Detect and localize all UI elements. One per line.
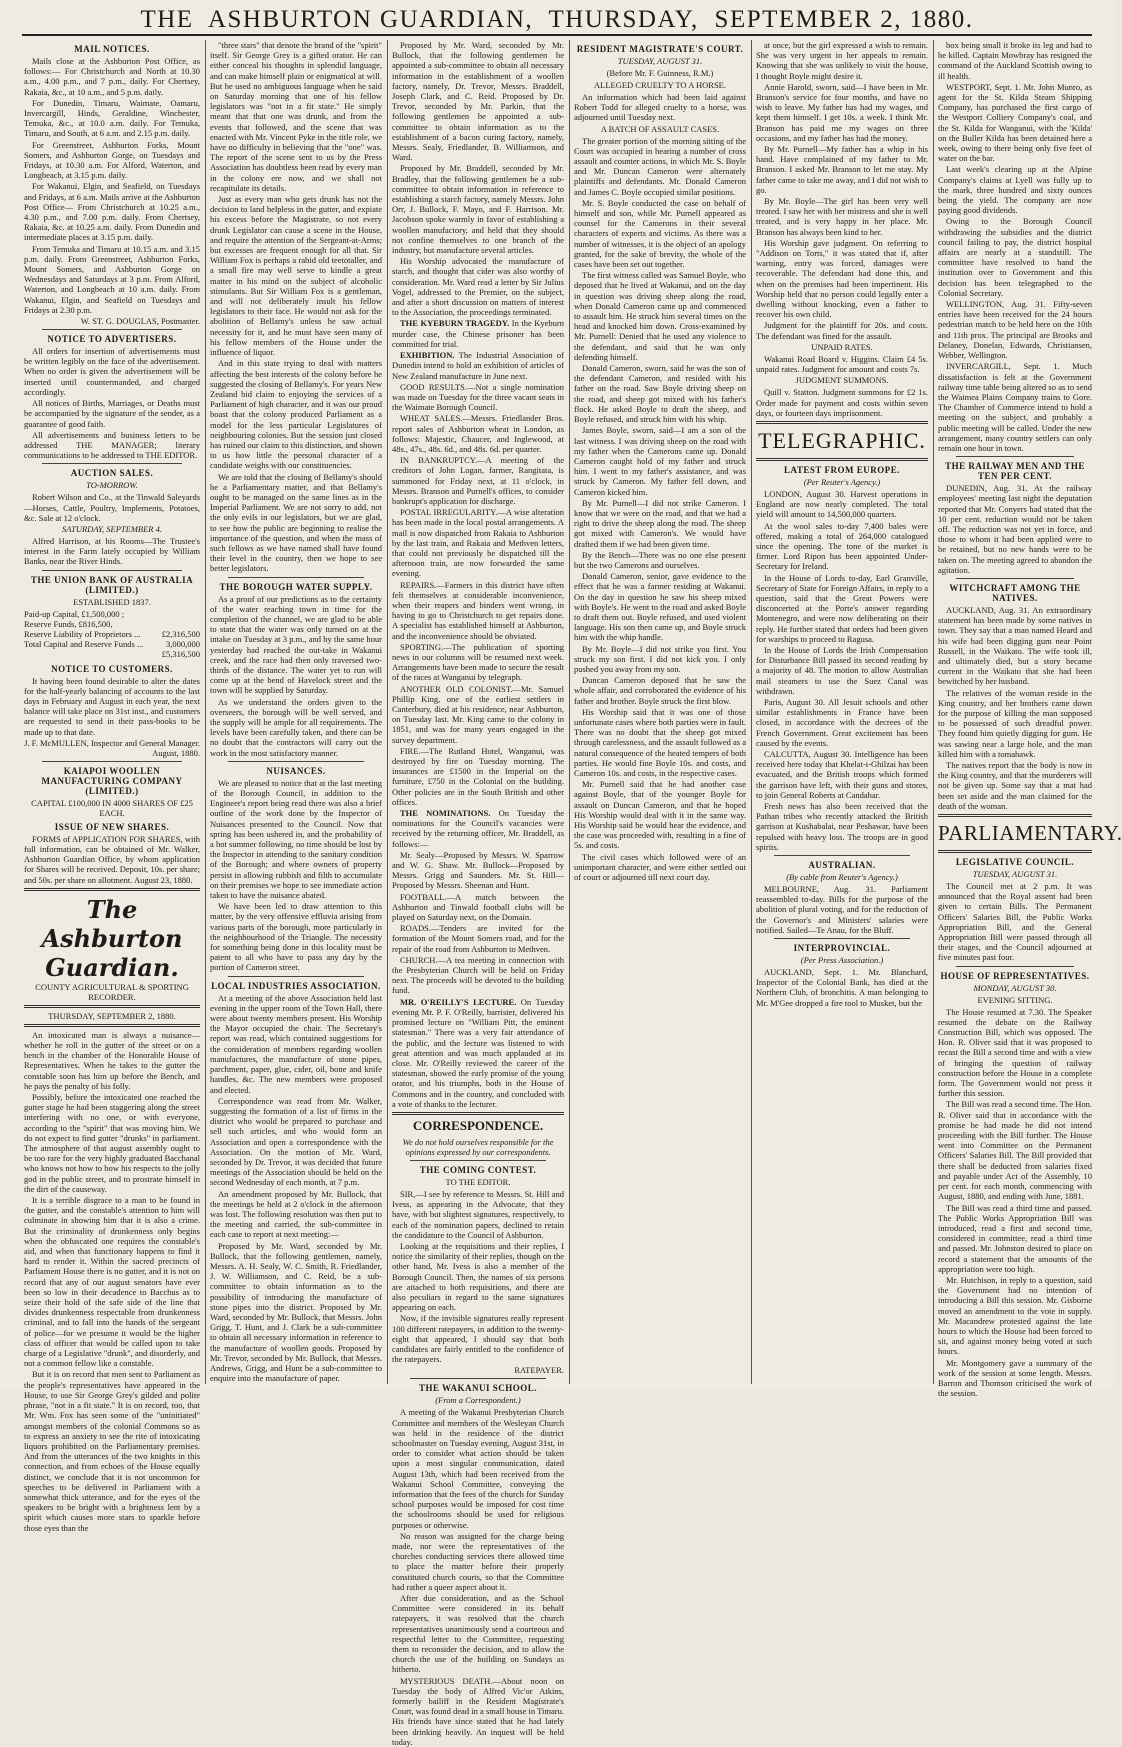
interprovincial-heading: INTERPROVINCIAL. — [793, 943, 891, 954]
editorial-text: We are told that the closing of Bellamy's should be a Parliamentary matter, and that Bellamy's ought to be managed on the same lines as in the Imperial Parliament. We are not sorry to add, not the only evils in our legislators, but we are glad, to see how the public are beginning to realise the importance of the question, and when the mass of such fellows as we have named shall have found their level in the country, then we hope to see better legislators. — [210, 471, 382, 574]
divider — [42, 761, 182, 762]
witchcraft-text: The natives report that the body is now in the King country, and that the murderers will not be given up. Some say that a mat had been set aside and the man claimed for the death of the woman. — [938, 760, 1092, 811]
to-the-editor: TO THE EDITOR. — [445, 1176, 511, 1187]
letter-signature: RATEPAYER. — [514, 1365, 564, 1376]
editorial-text: Possibly, before the intoxicated one reached the gutter stage he had been staggering along the street interfering with no one, or with everyone, according to the "spirit" that was moving him. We do not expect to find gutter "drunks" in parliament. The atmosphere of that august assembly ought to be too rare for the very highly graduated Bacchanal who knows not how to bow his respects to the jolly god in the public street, and to prostrate himself in the dirt of the causeway. — [24, 1092, 200, 1194]
divider — [24, 1005, 200, 1008]
divider — [24, 1024, 200, 1027]
table-cell — [157, 609, 200, 619]
kaiapoi-capital: CAPITAL £100,000 IN 4000 SHARES OF £25 EACH. — [31, 797, 193, 818]
telegram-text: CALCUTTA, August 30. Intelligence has been received here today that Khelat-i-Ghilzai has been evacuated, and the British troops which formed the garrison have left, with their guns and stores, to join General Roberts at Candahar. — [756, 748, 928, 800]
wakanui-school-heading: THE WAKANUI SCHOOL. — [418, 1383, 538, 1394]
divider — [938, 814, 1092, 817]
borough-water-text: As we understand the orders given to the overseers, the borough will be well served, and the supply will be ample for all requirements. The levels have been carefully taken, and there can be no doubt that the contractors will carry out the work in the most satisfactory manner. — [210, 696, 382, 758]
table-cell: £2,316,500 — [161, 628, 200, 639]
column-rule — [387, 40, 388, 1384]
court-text: Mr. Purnell said that he had another case against Boyle, that of the younger Boyle for assault on Duncan Cameron, and that he hoped His Worship would deal with it in the same way. His Worship said he would hear the evidence, and the case was proceeded with, resulting in a fine of 5s. and costs. — [574, 779, 746, 851]
wakanui-school-source: (From a Correspondent.) — [435, 1395, 521, 1406]
local-industries-text: Proposed by Mr. Ward, seconded by Mr. Bullock, that the following gentlemen, namely, Messrs. A. H. Sealy, W. C. Smith, R. Friedlander, J. W. Williamson, and C. Reid, be a sub-committee to obtain information as to the possibility of introducing the manufacture of stone pipes into the district. Proposed by Mr. Ward, seconded by Mr. Bullock, that Messrs. John Grigg, T. Hunt, and J. Clark be a sub-committee to obtain all necessary information in reference to the manufacture of woollen goods. Proposed by Mr. Trevor, seconded by Mr. Bullock, that Messrs. Andrews, Grigg, and Hunt be a sub-committee to enquire into the manufacture of paper. — [210, 1240, 382, 1384]
advertisers-text: All advertisements and business letters to be addressed THE MANAGER; literary communications to be addressed to THE EDITOR. — [24, 429, 200, 461]
telegram-text: At the wool sales to-day 7,400 bales were offered, making a total of 264,000 catalogued since the opening. The tone of the market is firmer. Lord Ripon has been appointed Under-Secretary for Ireland. — [756, 520, 928, 572]
divider — [410, 1160, 546, 1161]
interprovincial-source: (Per Press Association.) — [800, 955, 884, 966]
divider — [392, 1112, 564, 1115]
correspondence-heading: CORRESPONDENCE. — [412, 1117, 544, 1133]
court-text: James Boyle, sworn, said—I am a son of the last witness. I was driving sheep on the road with my father when the Camerons came up. Donald Cameron caught hold of my father and struck him. I went to my father's assistance, and was struck by Cameron. My father fell down, and Cameron kicked him. — [574, 425, 746, 497]
divider — [756, 421, 928, 424]
divider — [228, 577, 364, 578]
paper-dateline: THURSDAY, SEPTEMBER 2, 1880. — [48, 1010, 176, 1021]
kyeburn-body: In the Kyeburn murder case, the Chinese prisoner has been committed for trial. — [392, 318, 564, 349]
masthead-date: SEPTEMBER 2, 1880. — [714, 6, 974, 33]
table-row — [24, 619, 200, 629]
union-bank-established: ESTABLISHED 1837. — [73, 596, 151, 607]
mail-notice-text: Mails close at the Ashburton Post Office, as follows:— For Christchurch and North at 10.30 a.m., 4.00 p.m., and 7 p.m., daily. For Chertsey, Rakaia, &c., at 10 a.m., and 5 p.m. daily. — [24, 56, 200, 97]
editorial-text: Just as every man who gets drunk has not the decision to land helpless in the gutter, and expiate his excess before the Magistrate, so not every drunk Legislator can cause a scene in the House, and require the attention of the Sergeant-at-Arms; but excesses are frequent enough for all that. Sir William Fox is perhaps a rabid old teetotaller, and a small fire may well serve to kindle a great matter in his mind on the subject of alcoholic stimulants. But Sir William Fox is a gentleman, and will not deliberately insult his fellow legislators to their face. He would not ask for the abolition of Bellamy's unless he saw actual necessity for it, and he must have seen many of his fellow members of the House under the influence of liquor. — [210, 194, 382, 358]
column-3 — [392, 40, 564, 1747]
news-item: POSTAL IRREGULARITY.—A wise alteration has been made in the local postal arrangements. A mail is now dispatched from Rakaia to Ashburton by the last train, and Rakaia and Methven letters, that could not previously be dispatched till the afternoon train, are now forwarded the same evening. — [392, 507, 564, 579]
news-item: IN BANKRUPTCY.—A meeting of the creditors of John Logan, farmer, Rangitata, is summoned for Friday next, at 11 o'clock, in Messrs. Branson and Purnell's offices, to consider bankrupt's application for discharge. — [392, 455, 564, 506]
table-cell: Paid-up Capital, £1,500,000 ; — [24, 608, 125, 619]
judgment-summons-heading: JUDGMENT SUMMONS. — [795, 375, 889, 386]
divider — [228, 976, 364, 977]
wakanui-school-text: MYSTERIOUS DEATH.—About noon on Tuesday the body of Alfred Vic'or Atkins, formerly bailiff in the Resident Magistrate's Court, was found dead in a small house in Timaru. His friends have since stated that he had lately been drinking heavily. An inquest will be held today. — [392, 1675, 564, 1747]
witchcraft-heading: WITCHCRAFT AMONG THE NATIVES. — [949, 582, 1081, 603]
divider — [24, 888, 200, 891]
court-text: His Worship gave judgment. On referring to "Addison on Torts," it was stated that if, after warning, entry was forced, damages were recoverable. The defendant had done this, and when on the premises had been impertinent. His Worship held that no person could legally enter a dwelling without knocking, even a father to recover his own child. — [756, 237, 928, 320]
australian-source: (By cable from Reuter's Agency.) — [786, 872, 898, 883]
court-text: His Worship said that it was one of those unfortunate cases where both parties were in fault. There was no doubt that the sheep got mixed through carelessness, and the assault followed as a natural consequence of the heated tempers of both parties. He would fine Boyle 10s. and costs, and Cameron 10s. and costs, in the respective cases. — [574, 706, 746, 778]
auction-sales-heading: AUCTION SALES. — [70, 468, 154, 479]
letter-text: SIR,—I see by reference to Messrs. St. Hill and Ivess, as appearing in the Advocate, that they have, with but slightest signatures, respectively, to each of the nomination papers, declined to retain the candidature to the Council of Ashburton. — [392, 1188, 564, 1240]
mail-notice-text: From Temuka and Timaru at 10.15 a.m. and 3.15 p.m. daily. From Greenstreet, Ashburton Forks, Mount Somers, and Ashburton Gorge on Wednesdays and Saturdays at 3 p.m. From Alford, Waterton, and Longbeach at 10 a.m. daily. From Wakanui, Elgin, and Seafield on Tuesdays and Fridays at 2.30 p.m. — [24, 243, 200, 315]
court-magistrate: (Before Mr. F. Guinness, R.M.) — [606, 68, 714, 78]
postmaster-signature: W. ST. G. DOUGLAS, Postmaster. — [80, 316, 200, 327]
court-heading: RESIDENT MAGISTRATE'S COURT. — [576, 44, 744, 54]
interprovincial-text: box being small it broke its leg and had to be killed. Captain Mowbray has resigned the command of the Auckland Scottish owing to ill health. — [938, 40, 1092, 81]
auction-text: Alfred Harrison, at his Rooms—The Trustee's interest in the Farm lately occupied by William Banks, near the River Hinds. — [24, 535, 200, 567]
column-rule — [933, 40, 934, 1384]
australian-text: MELBOURNE, Aug. 31. Parliament reassembled to-day. Bills for the purpose of the abolition of plural voting, and for the reduction of the Governor's and Ministers' salaries were notified. Sailed—Te Anau, for the Bluff. — [756, 884, 928, 935]
table-row — [24, 609, 200, 619]
nuisances-heading: NUISANCES. — [266, 765, 326, 776]
advertisers-heading: NOTICE TO ADVERTISERS. — [47, 334, 177, 345]
telegram-text: Paris, August 30. All Jesuit schools and other similar establishments in France have been closed, in accordance with the decrees of the French Government. Great excitement has been caused by the events. — [756, 696, 928, 748]
union-bank-heading: THE UNION BANK OF AUSTRALIA (LIMITED.) — [30, 574, 194, 595]
divider — [956, 578, 1074, 579]
lecture-text — [392, 997, 564, 1109]
advertisers-text: All orders for insertion of advertisements must be written legibly on the face of the advertisement. When no order is given the advertisement will be inserted until countermanded, and charged accordingly. — [24, 346, 200, 397]
mail-notice-text: For Greenstreet, Ashburton Forks, Mount Somers, and Ashburton Gorge, on Tuesdays and Fridays, at 10.30 a.m. For Alford, Waterton, and Longbeach, at 3.15 p.m. daily. — [24, 139, 200, 181]
masthead-rule — [22, 34, 1092, 36]
local-industries-text: Proposed by Mr. Braddell, seconded by Mr. Bradley, that the following gentlemen be a sub-committee to obtain information in reference to establishing a starch factory, namely Messrs. John Orr, J. Bullock, F. Mayo, and F. Harrison. Mr. Jacobson spoke warmly in favor of establishing a woollen manufactory, and held that they should not confine themselves to one branch of the industry, but manufacture several articles. — [392, 163, 564, 256]
local-industries-text: Correspondence was read from Mr. Walker, suggesting the formation of a list of firms in the district who would be prepared to purchase and sell such articles, and who would form an Association and open a correspondence with the Association. On the motion of Mr. Ward, seconded by Dr. Trevor, it was decided that future meetings of the Association should be held on the second Wednesday of each month, at 7 p.m. — [210, 1095, 382, 1188]
letter-text: Now, if the invisible signatures really represent 100 different ratepayers, in addition to the twenty-eight that appeared, I should say that both candidates are fairly entitled to the confidence of the ratepayers. — [392, 1313, 564, 1365]
house-reps-text: The House resumed at 7.30. The Speaker resumed the debate on the Railway Construction Bill, which was opposed. The Hon. R. Oliver said that it was proposed to recast the Bill a second time and with a view of bringing the question of railway construction before the House in a complete form. The Government would not press it further this session. — [938, 1006, 1092, 1099]
exhibition-text — [392, 350, 564, 381]
court-text: Judgment for the plaintiff for 20s. and costs. The defendant was fined for the assault. — [756, 320, 928, 341]
masthead — [0, 6, 1114, 34]
legislative-council-heading: LEGISLATIVE COUNCIL. — [955, 857, 1075, 868]
divider — [42, 329, 182, 330]
house-reps-heading: HOUSE OF REPRESENTATIVES. — [940, 970, 1090, 981]
news-item: WHEAT SALES.—Messrs. Friedlander Bros. report sales of Ashburton wheat in London, as follows: Majestic, Chaucer, and Inglewood, at 48s., 47s., 48s. 6d., and 48s. 6d. per quarter. — [392, 413, 564, 454]
news-item: CHURCH.—A tea meeting in connection with the Presbyterian Church will be held on Friday next. The proceeds will be devoted to the building fund. — [392, 954, 564, 996]
local-industries-text: Proposed by Mr. Ward, seconded by Mr. Bullock, that the following gentlemen be appointed a sub-committee to obtain all necessary information in the establishment of a woollen factory, namely, Dr. Trevor, Messrs. Braddell, Joseph Clark, and C. Reid. Proposed by Dr. Trevor, seconded by Mr. Parkin, that the following gentlemen be appointed a sub-committee to obtain information as to the establishment of a bacon curing factory, namely, Messrs. Sealy, Friedlander, B. Williamson, and Ward. — [392, 40, 564, 163]
lecture-body: On Tuesday evening Mr. P. F. O'Reilly, barrister, delivered his promised lecture on "William Pitt, the eminent statesman." There was a very fair attendance of the public, and the lecture was listened to with great attention and was much applauded at its close. Mr. O'Reilly reviewed the career of the statesman, showed the early promise of the young orator, and his triumphs, both in the House of Commons and in the country, and concluded with a vote of thanks to the lecturer. — [392, 996, 564, 1109]
local-industries-text: An amendment proposed by Mr. Bullock, that the meetings be held at 2 o'clock in the afternoon was lost. The following resolution was then put to the meeting and carried, the sub-committee in each case to report at next meeting:— — [210, 1188, 382, 1240]
wakanui-school-text: A meeting of the Wakanui Presbyterian Church Committee and members of the Wesleyan Church was held in the residence of the district schoolmaster on Tuesday evening, August 31st, in order to consider what action should be taken upon a most singular communication, dated August 13th, which had been received from the Wakanui School Committee, conveying the information that the fees of the church for Sunday school purposes would be imposed for cost time the schoolrooms should be used for religious purposes or otherwise. — [392, 1407, 564, 1530]
divider — [956, 966, 1074, 967]
unpaid-rates-heading: UNPAID RATES. — [811, 341, 873, 352]
wakanui-school-text: No reason was assigned for the charge being made, nor were the representatives of the churches conducting services there allowed time to place the matter before their properly constituted church courts, so that the Committee had rather a queer aspect about it. — [392, 1530, 564, 1592]
interprovincial-text: WESTPORT, Sept. 1. Mr. John Munro, as agent for the St. Kilda Steam Shipping Company, has purchased the first cargo of the Westport Colliery Company's coal, and the St. Kilda for Wanganui, with the 'Kilda' on the Buller Kilda has been detained here a week, owing to there being only five feet of water on the bar. — [938, 81, 1092, 164]
judgment-summons-text: Quill v. Statton. Judgment summons for £2 1s. Order made for payment and costs within seven days, or fourteen days imprisonment. — [756, 387, 928, 418]
editorial-text: "three stars" that denote the brand of the "spirit" itself. Sir George Grey is a gifted orator. He can either conceal his thoughts in splendid language, and can make himself plain or enigmatical at will. But he used no ambiguous language when he said on Saturday morning that one of his fellow legislators was "not in a fit state." He simply meant that that one was drunk, and from the events that followed, and the scene that was enacted with Mr. Vincent Pyke in the title role, we have no difficulty in believing that the "one" was. The report of the scene sent to us by the Press Association has doubtless been read by every man in the colony ere now, and we shall not recapitulate its details. — [210, 40, 382, 193]
court-text: By the Bench—There was no one else present but the two Camerons and ourselves. — [574, 549, 746, 570]
court-case-heading: A BATCH OF ASSAULT CASES. — [600, 123, 720, 134]
divider — [228, 761, 364, 762]
australian-heading: AUSTRALIAN. — [808, 860, 876, 871]
table-row — [24, 639, 200, 649]
witchcraft-text: The relatives of the woman reside in the King country, and her brothers came down for the purpose of killing the man supposed to be possessed of such dreadful power. They found him quietly digging for gum. He was sawing near a large hole, and the man killed him with a tomahawk. — [938, 687, 1092, 759]
auction-date: TO-MORROW. — [86, 480, 138, 491]
column-rule — [569, 40, 570, 1384]
railway-men-heading: THE RAILWAY MEN AND THE TEN PER CENT. — [945, 461, 1085, 482]
divider — [938, 850, 1092, 853]
advertisers-text: All notices of Births, Marriages, or Deaths must be accompanied by the signature of the sender, as a guarantee of good faith. — [24, 398, 200, 429]
table-cell: Reserve Funds, £816,500, — [24, 618, 113, 629]
nuisances-text: We are pleased to notice that at the last meeting of the Borough Council, in addition to the Engineer's report being read there was also a brief outline of the work done by the Inspector of Nuisances presented to the Council. Now that spring has been ushered in, and the probability of a hot summer following, no time should be lost by the Inspector in attending to the sanitary condition of the Borough; and where owners of property persist in allowing rubbish and filth to accumulate on their premises we hope to see immediate action taken to have the nuisance abated. — [210, 777, 382, 901]
court-text: The first witness called was Samuel Boyle, who deposed that he lived at Wakanui, and on the day in question was driving sheep along the road, when Donald Cameron came up and commenced to assault him. He struck him several times on the head and knocked him down. Cross-examined by Mr. Purnell: Denied that he used any violence to the defendant, and said that he was only defending himself. — [574, 270, 746, 362]
editorial-text: And in this state trying to deal with matters affecting the best interests of the colony before he suggested the closing of Bellamy's. For years New Zealand bid claim to enjoying the services of a Parliament of high character, and it was our proud boast that the colony produced Parliament as a model for the less particular Legislatures of neighbouring colonies. But the session just closed has ruined our claim to this distinction, and shown to us how little the personal character of a candidate weighs with our constituencies. — [210, 358, 382, 471]
editorial-text: An intoxicated man is always a nuisance—whether he roll in the gutter of the street or on a bench in the chamber of the Honorable House of Representatives. When he takes to the gutter the constable soon has him up before the Bench, and he pays the penalty of his folly. — [24, 1029, 200, 1091]
news-item: FIRE.—The Rutland Hotel, Wanganui, was destroyed by fire on Tuesday morning. The insurances are £1500 in the Imperial on the furniture, £750 in the Colonial on the building. Other policies are in the South British and other offices. — [392, 745, 564, 807]
local-industries-text: His Worship advocated the manufacture of starch, and thought that cider was also worthy of consideration. Mr. Ward read a letter by Sir Julius Vogel, addressed to the Premier, on the subject, and after a short discussion on matters of interest to the Association, the proceedings terminated. — [392, 256, 564, 318]
court-text: An information which had been laid against Robert Todd for alleged cruelty to a horse, was adjourned until Tuesday next. — [574, 92, 746, 123]
court-date: TUESDAY, AUGUST 31. — [617, 56, 703, 66]
mail-notice-text: For Wakanui, Elgin, and Seafield, on Tuesdays and Fridays, at 6 a.m. Mails arrive at the Ashburton Post Office— From Christchurch at 10.25 a.m., 4.30 p.m., and 7.00 p.m. daily. From Chertsey, Rakaia, &c. at 10.25 a.m. daily. From Dunedin and intermediate places at 3.15 p.m. daily. — [24, 181, 200, 243]
nominations-list: Mr. Sealy—Proposed by Messrs. W. Sparrow and W. G. Shaw. Mr. Bullock—Proposed by Messrs. Grigg and Saunders. Mr. St. Hill—Proposed by Messrs. Sheenan and Hunt. — [392, 849, 564, 891]
kyeburn-heading: THE KYEBURN TRAGEDY. — [400, 318, 510, 329]
telegram-text: Fresh news has also been received that the Pathan tribes who recently attacked the British garrison at Kushabalai, near Peshawar, have been repulsed with heavy loss. The troops are in good spirits. — [756, 801, 928, 852]
column-rule — [205, 40, 206, 1384]
table-cell — [157, 619, 200, 629]
legislative-council-text: The Council met at 2 p.m. It was announced that the Royal assent had been given to certain Bills. The Permanent Officers' Salaries Bill, the Public Works Appropriation Bill, and the General Appropriation Bill were passed through all their stages, and the Council adjourned at five minutes past four. — [938, 881, 1092, 963]
telegram-text: LONDON, August 30. Harvest operations in England are now nearly completed. The total yield will amount to 14,500,000 quarters. — [756, 488, 928, 520]
table-cell — [24, 649, 157, 659]
court-text: By Mr. Purnell—I did not strike Cameron. I know that we were on the road, and that we had a right to drive the sheep along the road. The sheep got mixed with Cameron's. We would have drafted them if we had been given time. — [574, 497, 746, 549]
house-reps-date: MONDAY, AUGUST 30. — [973, 982, 1057, 993]
editorial-text: It is a terrible disgrace to a man to be found in the gutter, and the constable's attention to him will culminate in showing him that it is also a crime. But the criminality of drunkenness only begins when the obfuscated one requires the constable's aid, and when that functionary happens to find it hard to render it. Within the sacred precincts of Parliament House there is no gutter, and it is not on record that any of our august senators have ever been so low in their decadence to Bacchus as to seize their hold of the safe side of the line that divides drunkenness respectable from drunkenness criminal, and to fall into the hands of the sergeant of police—for we presume it would be the higher class of officer that would be called upon to take charge of a Legislative "drunk", and disorderly, and not a common fellow like a constable. — [24, 1195, 200, 1369]
news-item: ROADS.—Tenders are invited for the formation of the Mount Somers road, and for the repair of the road from Ashburton to Methven. — [392, 923, 564, 954]
divider — [42, 570, 182, 571]
table-cell: 3,000,000 — [166, 639, 200, 650]
wakanui-school-text: After due consideration, and as the School Committee were considered in its behalf ratepayers, it was resolved that the church representatives unanimously send a courteous and respectful letter to the Committee, requesting them to reconsider the decision, and to allow the church the use of the building on Sundays as hitherto. — [392, 1593, 564, 1675]
table-cell: Total Capital and Reserve Funds ... — [24, 639, 144, 650]
coming-contest-heading: THE COMING CONTEST. — [419, 1164, 537, 1175]
news-item: ANOTHER OLD COLONIST.—Mr. Samuel Phillip King, one of the earliest settlers in Canterbury, died at his residence, near Ashburton, on Tuesday last. Mr. King came to the colony in 1851, and was for many years engaged in the survey department. — [392, 683, 564, 745]
court-text: The civil cases which followed were of an unimportant character, and were either settled out of court or adjourned till next court day. — [574, 851, 746, 883]
table-cell: Reserve Liability of Proprietors ... — [24, 628, 141, 639]
court-text: Duncan Cameron deposed that he saw the whole affair, and corroborated the evidence of his father and brother. Boyle struck the first blow. — [574, 675, 746, 706]
kaiapoi-text: FORMS of APPLICATION FOR SHARES, with full information, can be obtained of Mr. Walker, Ashburton Guardian Office, by whom application for Shares will be received. Deposit, 10s. per share; and 50s. per share on allotment. August 23, 1880. — [24, 833, 200, 885]
court-case-heading: ALLEGED CRUELTY TO A HORSE. — [594, 80, 726, 90]
court-text: The greater portion of the morning sitting of the Court was occupied in hearing a number of cross assault and counter actions, in which Mr. S. Boyle and Mr. Duncan Cameron were alternately plaintiffs and defendants. Mr. Donald Cameron and James C. Boyle occupied similar positions. — [574, 135, 746, 197]
nominations-heading: THE NOMINATIONS. — [400, 808, 491, 819]
news-item: GOOD RESULTS.—Not a single nomination was made on Tuesday for the three vacant seats in the Waimate Borough Council. — [392, 381, 564, 413]
interprovincial-text: INVERCARGILL, Sept. 1. Much dissatisfaction is felt at the Government railway time table being altered so as to send the Waimea Plains Company trains to Gore. The Chamber of Commerce intend to hold a meeting on the subject, and probably a public meeting will be called. Under the new arrangement, many country settlers can only remain one hour in town. — [938, 361, 1092, 453]
house-reps-text: The Bill was read a third time and passed. The Public Works Appropriation Bill was introduced, read a first and second time, considered in committee, read a third time and passed. Mr. Johnston desired to place on record a statement that the amounts of the appropriation were too high. — [938, 1202, 1092, 1274]
kaiapoi-heading: KAIAPOI WOOLLEN MANUFACTURING COMPANY (LIMITED.) — [41, 765, 183, 796]
masthead-title: ASHBURTON GUARDIAN, — [207, 6, 534, 33]
court-text: Annie Harold, sworn, said—I have been in Mr. Branson's service for four months, and have no wish to leave. My father has had my wages, and kept them himself. I get 10s. a week. I think Mr. Branson has paid me my wages on three occasions, and my father has had the money. — [756, 81, 928, 143]
editorial-text: But it is on record that men sent to Parliament as the people's representatives have appeared in the House, to use Sir George Grey's gilded and polite phrase, "not in a fit state." It is on record, too, that Mr. Wm. Fox has seen some of the "uninitiated" amongst members of the colonial Commons so as to express an anxiety to see the rite of intoxicating liquors prohibited on the Parliamentary premises. And from the utterances of the two knights in this connection, and from echoes of the House equally distinct, we conclude that it is not uncommon for speeches to be delivered in Parliament with a somewhat thick utterance, and for the eyes of the speakers to be bright with a brightness lent by a spirit which causes more stars to sparkle before those eyes than the — [24, 1369, 200, 1533]
local-industries-text: At a meeting of the above Association held last evening in the upper room of the Town Hall, there were about twenty members present. His Worship the Mayor occupied the chair. The Secretary's report was read, which contained suggestions for the consideration of members regarding woollen manufactures, the manufacture of stone pipes, parchment, paper, glue, cider, oil, bone and knife handles, &c. The new members were proposed and elected. — [210, 992, 382, 1095]
masthead-day: THURSDAY, — [548, 6, 699, 33]
table-row — [24, 649, 200, 659]
court-text: Donald Cameron, sworn, said he was the son of the defendant Cameron, and resided with his father on the road. Saw Boyle driving sheep on the road, and sheep got mixed with his father's flock. He asked Boyle to draft the sheep, and Boyle refused, and struck him with his whip. — [574, 363, 746, 425]
divider — [756, 458, 928, 461]
column-1 — [24, 40, 200, 1533]
column-rule — [751, 40, 752, 1384]
interprovincial-text: Owing to the Borough Council withdrawing the subsidies and the district council failing to pay, the district hospital affairs are nearly at a standstill. The committee have resolved to hand the institution over to Government and this decision has been telegraphed to the Colonial Secretary. — [938, 216, 1092, 298]
telegram-text: In the House of Lords to-day, Earl Granville, Secretary of State for Foreign Affairs, in reply to a question, said that the Great Powers were disconcerted at the Porte's answer regarding Montenegro, and were now deliberating on their reply. He further stated that orders had been given for warships to proceed to Ragusa. — [756, 572, 928, 644]
latest-europe-heading: LATEST FROM EUROPE. — [784, 464, 900, 475]
borough-water-heading: THE BOROUGH WATER SUPPLY. — [219, 581, 373, 592]
interprovincial-text: Last week's clearing up at the Alpine Company's claims at Lyell was fully up to the mark, three hundred and sixty ounces being the yield. The company are now paying good dividends. — [938, 164, 1092, 216]
court-text: By Mr. Boyle—I did not strike you first. You struck my son first. I did not kick you. I only pushed you away from my son. — [574, 643, 746, 674]
house-reps-text: The Bill was read a second time. The Hon. R. Oliver said that in accordance with the promise he had made he did not intend proceeding with the Bill further. The House went into Committee on the Permanent Officers' Salaries Bill. The Bill provided that there shall be deducted from salaries fixed and payable under Act of the Assembly, 10 per cent. for each month, commencing with August, 1880, and ending with June, 1881. — [938, 1099, 1092, 1202]
lecture-heading: MR. O'REILLY'S LECTURE. — [400, 996, 517, 1007]
mail-notice-text: For Dunedin, Timaru, Waimate, Oamaru, Invercargill, Hinds, Geraldine, Winchester, Temuka, &c., at 10.0 a.m. daily. For Temuka, Timaru, and South, at 6 a.m. and 2.15 p.m. daily. — [24, 97, 200, 139]
news-item: REPAIRS.—Farmers in this district have often felt themselves at considerable inconvenience, when their reapers and binders went wrong, in having to go to Christchurch to get repairs done. A specialist has established himself at Ashburton, and the inconvenience should be obviated. — [392, 579, 564, 641]
exhibition-body: The Industrial Association of Dunedin intend to hold an exhibition of articles of New Zealand manufacture in June next. — [392, 350, 564, 381]
column-4 — [574, 40, 746, 1384]
witchcraft-text: AUCKLAND, Aug. 31. An extraordinary statement has been made by some natives in town. They say that a man named Heard and his wife had been digging gum near Point Russell, in the Waikato. The wife took ill, and ultimately died, but a story became current in the Waikato that she had been bewitched by her husband. — [938, 604, 1092, 687]
court-text: Donald Cameron, senior, gave evidence to the effect that he was a farmer residing at Wakanui. On the day in question he saw his sheep mixed with Boyle's. He went to the road and asked Boyle to draft them out. Boyle refused, and used violent language. His son then came up, and Boyle struck him with the whip handle. — [574, 571, 746, 643]
parliamentary-heading: PARLIAMENTARY. — [938, 821, 1122, 846]
column-5 — [756, 40, 928, 1384]
evening-sitting-heading: EVENING SITTING. — [977, 994, 1053, 1005]
bank-signature: J. F. McMULLEN, Inspector and General Manager. August, 1880. — [24, 737, 200, 758]
paper-subtitle: COUNTY AGRICULTURAL & SPORTING RECORDER. — [35, 981, 189, 1002]
exhibition-heading: EXHIBITION. — [400, 350, 455, 361]
legislative-council-date: TUESDAY, AUGUST 31. — [972, 869, 1058, 880]
nominations-body: On Tuesday the nominations for the Council's vacancies were received by the returning officer, Mr. Braddell, as follows:— — [392, 808, 564, 849]
divider — [42, 463, 182, 464]
court-text: at once, but the girl expressed a wish to remain. She was very urgent in her appeals to remain. Knowing that she was unlikely to visit the house, I thought Boyle might desire it. — [756, 40, 928, 81]
railway-men-text: DUNEDIN, Aug. 31. At the railway employees' meeting last night the deputation reported that Mr. Conyers had stated that the 10 per cent. reduction would not be taken off. The reduction was not yet in force, and those to whom it had been applied were to be retained, but no new hands were to be taken on. The meeting agreed to abandon the agitation. — [938, 483, 1092, 575]
column-2 — [210, 40, 382, 1384]
court-text: Mr. S. Boyle conducted the case on behalf of himself and son, while Mr. Purnell appeared as counsel for the Camerons in their several characters of experts and victims. As there was a number of witnesses, it is the object of an apology granted, for the sake of brevity, the whole of the cases have been set out together. — [574, 197, 746, 270]
mail-notices-heading: MAIL NOTICES. — [74, 44, 150, 54]
court-text: By Mr. Boyle—The girl has been very well treated. I saw her with her mistress and she is well treated, and is very happy in her place. Mr. Branson has always been kind to her. — [756, 196, 928, 237]
interprovincial-text: AUCKLAND, Sept. 1. Mr. Blanchard, Inspector of the Colonial Bank, has died at the Northern Club, of bronchitis. A man belonging to Mr. M'Gee dropped a fire tool to Musket, but the — [756, 967, 928, 1008]
interprovincial-text: WELLINGTON, Aug. 31. Fifty-seven entries have been received for the 24 hours pedestrian match to be held here on the 10th and 11th prox. The principal are Brooks and Delaney, Donelan, Edwards, Christiansen, Webber, Wellington. — [938, 299, 1092, 361]
customers-notice-text: It having been found desirable to alter the dates for the half-yearly balancing of accounts to the last days in February and August in each year, the next balance will take place on 31st inst., and customers are requested to send in their pass-books to be made up to that date. — [24, 675, 200, 737]
local-industries-heading: LOCAL INDUSTRIES ASSOCIATION. — [211, 980, 381, 991]
paper-title: The Ashburton Guardian. — [41, 894, 183, 982]
correspondence-disclaimer: We do not hold ourselves responsible for the opinions expressed by our correspondents. — [402, 1136, 554, 1157]
divider — [956, 456, 1074, 457]
table-cell: £5,316,500 — [161, 649, 200, 660]
telegram-text: In the House of Lords the Irish Compensation for Disturbance Bill passed its second reading by a majority of 48. The motion to allow Australian mail steamers to use the Suez Canal was withdrawn. — [756, 644, 928, 696]
kaiapoi-issue: ISSUE OF NEW SHARES. — [54, 821, 170, 832]
column-6 — [938, 40, 1122, 1399]
nominations-text — [392, 808, 564, 849]
unpaid-rates-text: Wakanui Road Board v. Higgins. Claim £4 5s. unpaid rates. Judgment for amount and costs 7s. — [756, 353, 928, 375]
customers-notice-heading: NOTICE TO CUSTOMERS. — [51, 663, 173, 674]
letter-text: Looking at the requisitions and their replies, I notice the similarity of their replies, though on the other hand, Mr. Ivess is also a member of the Borough Council. Then, the names of six persons are attached to both requisitions, and there are also peculiars in regard to the same signatures appearing on each. — [392, 1240, 564, 1313]
divider — [774, 855, 910, 856]
divider — [410, 1378, 546, 1379]
house-reps-text: Mr. Hutchison, in reply to a question, said the Government had no intention of introducing a Bill this session. Mr. Gisborne moved an amendment to the vote in supply. Mr. Macandrew protested against the late hours to which the House had been forced to sit, and against money being voted at such hours. — [938, 1274, 1092, 1357]
auction-text: Robert Wilson and Co., at the Tinwald Saleyards—Horses, Cattle, Poultry, Implements, Potatoes, &c. Sale at 12 o'clock. — [24, 492, 200, 523]
news-item: FOOTBALL.—A match between the Ashburton and Tinwald football clubs will be played on Saturday next, on the Domain. — [392, 891, 564, 923]
house-reps-text: Mr. Montgomery gave a summary of the work of the session at some length. Messrs. Barron and Thomson criticised the work of the session. — [938, 1357, 1092, 1399]
nuisances-text: We have been led to draw attention to this matter, by the very offensive effluvia arising from various parts of the borough, more particularly in the neighbourhood of the Triangle. The necessity for something being done in this locality must be patent to all who have to pass any day by the portion of Cameron street. — [210, 901, 382, 973]
reuter-source: (Per Reuter's Agency.) — [803, 476, 881, 487]
table-row — [24, 629, 200, 639]
borough-water-text: As a proof of our predictions as to the certainty of the water reaching town in time for the completion of the channel, we are glad to be able to state that the water was only turned on at the intake on Tuesday at 3 p.m., and by the same hour yesterday had reached the out-take in Wakanui creek, and the race had then only traversed two-thirds of the distance. The water yet to run will come up at the bend of Havelock street and the town will be supplied by Saturday. — [210, 593, 382, 696]
news-item: SPORTING.—The publication of sporting news in our columns will be resumed next week. Arrangements have been made to secure the result of the races at Wanganui by telegraph. — [392, 641, 564, 683]
masthead-the: THE — [140, 6, 194, 33]
telegraphic-heading: TELEGRAPHIC. — [758, 427, 926, 453]
kyeburn-text — [392, 318, 564, 349]
union-bank-capital-table — [24, 609, 200, 660]
auction-date: SATURDAY, SEPTEMBER 4. — [62, 523, 162, 534]
divider — [774, 938, 910, 939]
court-text: By Mr. Purnell—My father has a whip in his hand. Have complained of my father to Mr. Branson. I asked Mr. Branson to let me stay. My father came to take me away, and I did not wish to go. — [756, 144, 928, 195]
